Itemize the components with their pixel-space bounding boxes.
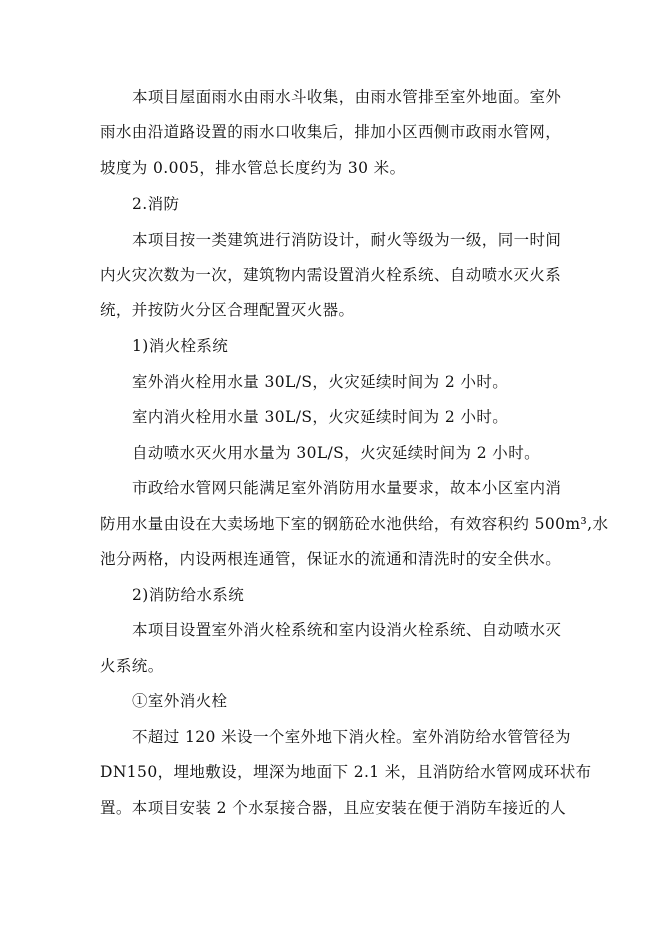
paragraph-line: 置。本项目安装 2 个水泵接合器，且应安装在便于消防车接近的人 [100, 799, 567, 817]
paragraph-line: 防用水量由设在大卖场地下室的钢筋砼水池供给，有效容积约 500m³,水 [100, 515, 609, 533]
paragraph-line: 本项目屋面雨水由雨水斗收集，由雨水管排至室外地面。室外 [132, 88, 562, 106]
paragraph-line: 统，并按防火分区合理配置灭火器。 [100, 301, 355, 319]
paragraph-line: 不超过 120 米设一个室外地下消火栓。室外消防给水管管径为 [132, 728, 571, 746]
paragraph-line: 内火灾次数为一次，建筑物内需设置消火栓系统、自动喷水灭火系 [100, 266, 562, 284]
paragraph-line: 室内消火栓用水量 30L/S，火灾延续时间为 2 小时。 [132, 408, 509, 426]
section-heading: 2.消防 [132, 195, 180, 213]
paragraph-line: 室外消火栓用水量 30L/S，火灾延续时间为 2 小时。 [132, 373, 509, 391]
paragraph-line: 自动喷水灭火用水量为 30L/S，火灾延续时间为 2 小时。 [132, 444, 541, 462]
paragraph-line: DN150，埋地敷设，埋深为地面下 2.1 米，且消防给水管网成环状布 [100, 763, 592, 781]
subsection-heading: 2)消防给水系统 [132, 586, 245, 604]
paragraph-line: 本项目按一类建筑进行消防设计，耐火等级为一级，同一时间 [132, 231, 562, 249]
paragraph-line: 雨水由沿道路设置的雨水口收集后，排加小区西侧市政雨水管网， [100, 123, 562, 141]
paragraph-line: 本项目设置室外消火栓系统和室内设消火栓系统、自动喷水灭 [132, 621, 562, 639]
paragraph-line: 火系统。 [100, 657, 164, 675]
subsection-heading: 1)消火栓系统 [132, 337, 229, 355]
item-heading: ①室外消火栓 [132, 692, 228, 710]
paragraph-line: 坡度为 0.005，排水管总长度约为 30 米。 [100, 159, 406, 177]
paragraph-line: 市政给水管网只能满足室外消防用水量要求，故本小区室内消 [132, 479, 562, 497]
paragraph-line: 池分两格，内设两根连通管，保证水的流通和清洗时的安全供水。 [100, 550, 562, 568]
